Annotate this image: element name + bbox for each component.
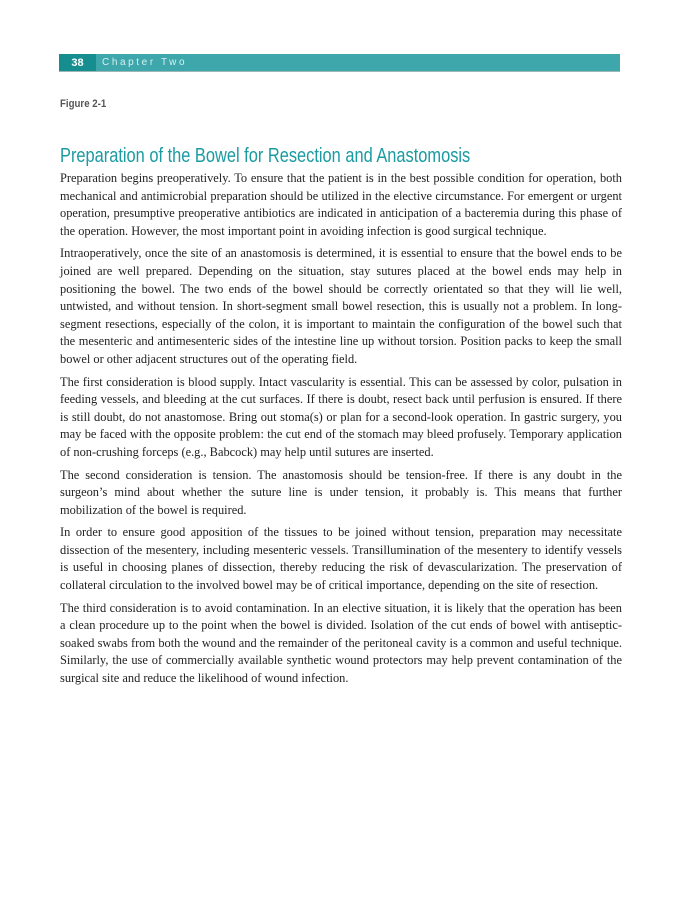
paragraph-contamination: The third consideration is to avoid contamination. In an elective situation, it is likely that the operation has been a clean procedure up to the point when the bowel is divided. Isolation of the cut ends of bowel with antiseptic-soaked swabs from both the wound and the remainder of the peritoneal cavity is a common and useful technique. Similarly, the use of commercially available synthetic wound protectors may help prevent contamination of the surgical site and reduce the likelihood of wound infection. bbox=[60, 600, 622, 686]
paragraph-blood-supply: The first consideration is blood supply. Intact vascularity is essential. This can be assessed by color, pulsation in feeding vessels, and bleeding at the cut surfaces. If there is doubt, resect back until perfusion is ensured. If there is still doubt, do not anastomose. Bring out stoma(s) or plan for a second-look operation. In gastric surgery, you may be faced with the opposite problem: the cut end of the stomach may bleed profusely. Temporary application of non-crushing forceps (e.g., Babcock) may help until sutures are inserted. bbox=[60, 374, 622, 459]
body-text bbox=[60, 170, 622, 693]
paragraph-preoperative: Preparation begins preoperatively. To ensure that the patient is in the best possible condition for operation, both mechanical and antimicrobial preparation should be utilized in the elective circumstance. For emergent or urgent operation, presumptive preoperative antibiotics are indicated in anticipation of a bacteremia during this phase of the operation. However, the most important point in avoiding infection is good surgical technique. bbox=[60, 171, 622, 238]
paragraph-intraoperative: Intraoperatively, once the site of an anastomosis is determined, it is essential to ensure that the bowel ends to be joined are well prepared. Depending on the situation, stay sutures placed at the bowel ends may help in positioning the bowel. The two ends of the bowel should be correctly orientated so that they will lie well, untwisted, and without tension. In short-segment small bowel resection, this is usually not a problem. In long-segment resections, especially of the colon, it is important to maintain the configuration of the bowel such that the mesenteric and antimesenteric sides of the intestine line up without torsion. Position packs to keep the small bowel or other adjacent structures out of the operating field. bbox=[60, 246, 622, 366]
figure-label: Figure 2-1 bbox=[60, 98, 107, 110]
paragraph-tension: The second consideration is tension. The anastomosis should be tension-free. If there is any doubt in the surgeon’s mind about whether the suture line is under tension, it probably is. This means that further mobilization of the bowel is required. bbox=[60, 467, 622, 517]
section-heading: Preparation of the Bowel for Resection and Anastomosis bbox=[60, 145, 471, 167]
paragraph-apposition: In order to ensure good apposition of the tissues to be joined without tension, preparation may necessitate dissection of the mesentery, including mesenteric vessels. Transillumination of the mesentery to identify vessels is useful in choosing planes of dissection, thereby reducing the risk of devascularization. The preservation of collateral circulation to the involved bowel may be of critical importance, depending on the site of resection. bbox=[60, 525, 622, 593]
chapter-title: Chapter Two bbox=[102, 57, 188, 68]
page-number: 38 bbox=[59, 54, 96, 71]
running-header bbox=[59, 54, 620, 72]
